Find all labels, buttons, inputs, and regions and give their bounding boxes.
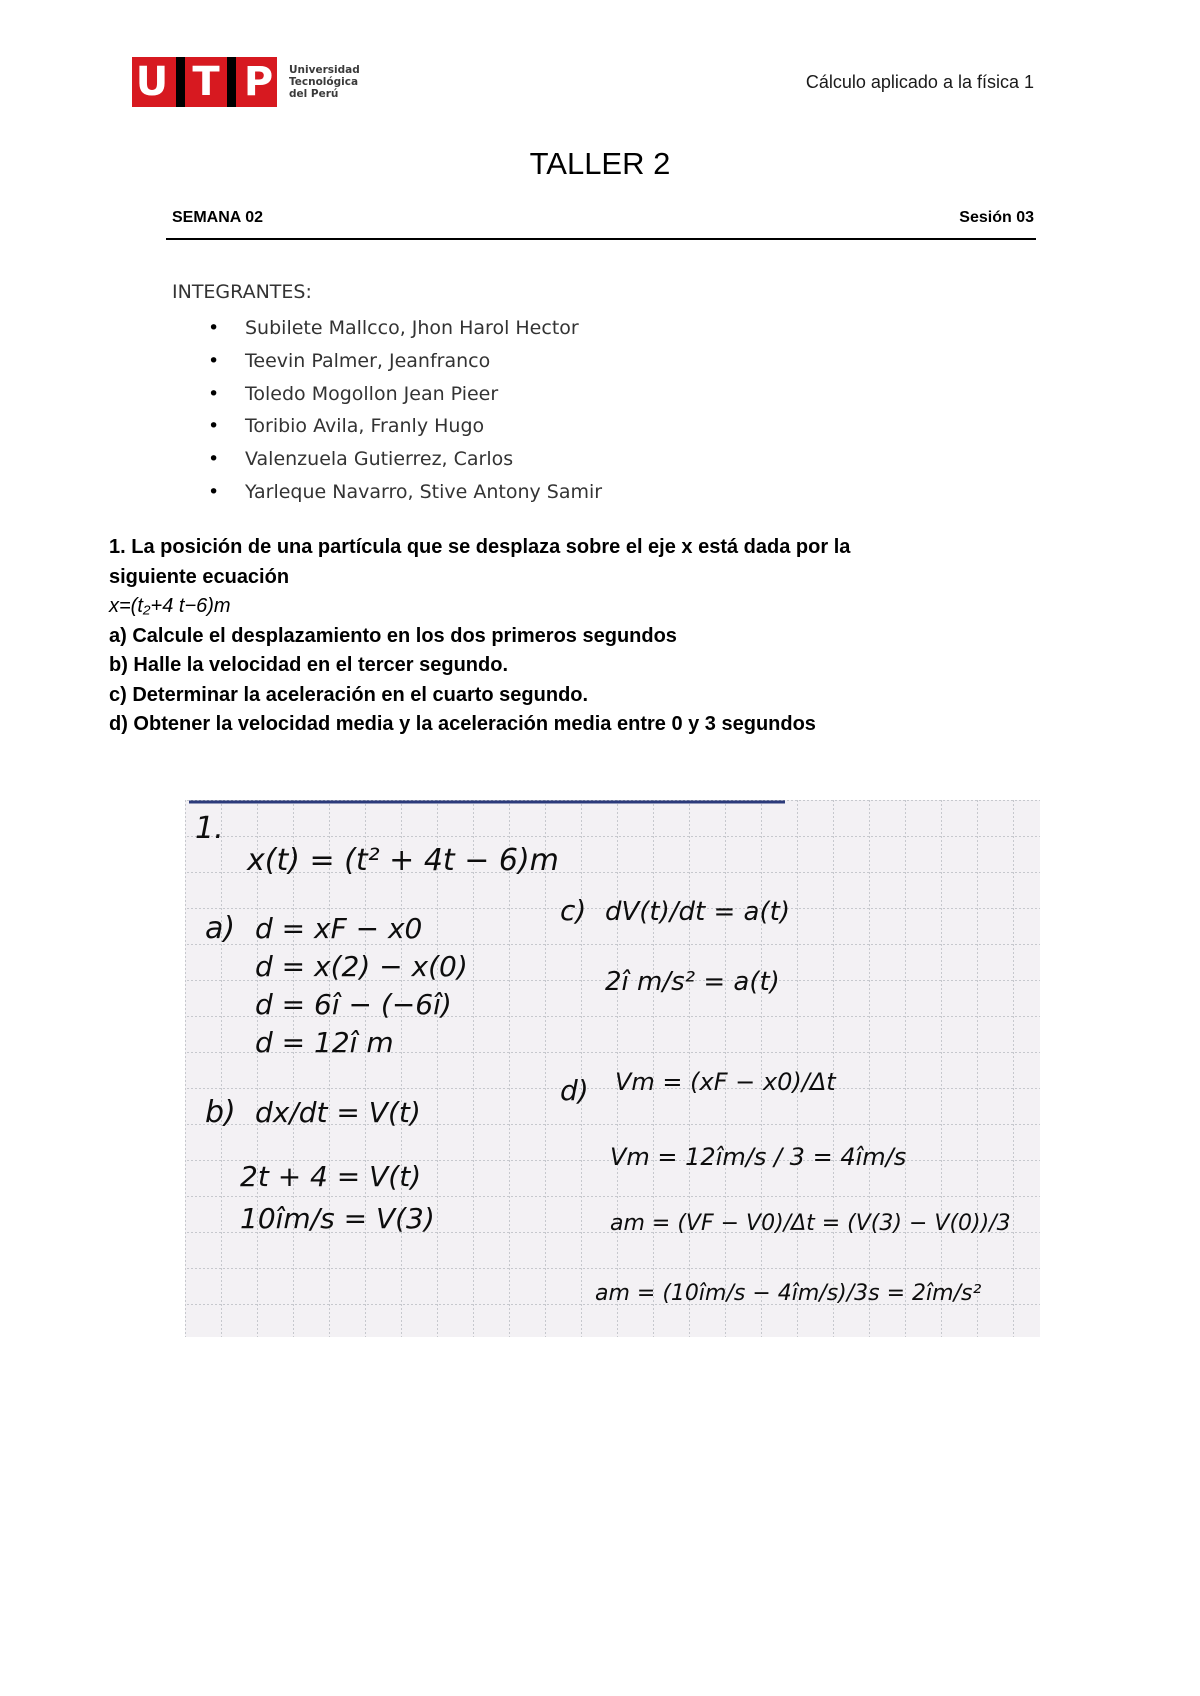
problem-equation: x=(t₂+4 t−6)m [109,595,231,617]
handwritten-solution-photo [185,800,1040,1337]
hw-part-d-line: am = (10îm/s − 4îm/s)/3s = 2îm/s² [595,1281,982,1306]
hw-number: 1. [195,811,224,846]
problem-statement [109,533,1059,740]
hw-part-b-line: 2t + 4 = V(t) [240,1160,422,1193]
logo-letter-p: P [243,59,274,105]
hw-given-equation: x(t) = (t² + 4t − 6)m [247,843,559,878]
logo-separator [227,57,236,107]
hw-part-d-label: d) [560,1074,589,1107]
member-item: • Valenzuela Gutierrez, Carlos [172,443,602,476]
utp-logo-mark [132,57,277,107]
hw-part-a-line: d = 12î m [255,1026,394,1059]
header-divider [166,238,1036,240]
university-name-line: Universidad [289,64,360,76]
hw-part-d-line: Vm = (xF − x0)/Δt [615,1068,836,1096]
logo-letter-t: T [192,59,220,105]
hw-part-d-line: Vm = 12îm/s / 3 = 4îm/s [610,1143,907,1171]
member-item: • Subilete Mallcco, Jhon Harol Hector [172,312,602,345]
members-heading: INTEGRANTES: [172,281,312,303]
member-item: • Yarleque Navarro, Stive Antony Samir [172,476,602,509]
hw-part-a-line: d = 6î − (−6î) [255,988,452,1021]
member-item: • Toribio Avila, Franly Hugo [172,410,602,443]
member-item: • Toledo Mogollon Jean Pieer [172,378,602,411]
university-name-line: del Perú [289,88,339,100]
page-title: TALLER 2 [529,146,671,181]
problem-text-line: 1. La posición de una partícula que se desplaza sobre el eje x está dada por la [109,536,851,558]
hw-part-b-line: dx/dt = V(t) [255,1096,421,1129]
hw-part-a-line: d = xF − x0 [255,912,423,945]
university-name-line: Tecnológica [289,76,359,88]
course-name: Cálculo aplicado a la física 1 [805,72,1034,92]
hw-part-b-label: b) [205,1095,236,1130]
members-list [172,312,602,509]
utp-logo [132,57,360,107]
hw-part-c-line: 2î m/s² = a(t) [605,967,780,997]
hw-part-a-line: d = x(2) − x(0) [255,950,468,983]
problem-part-d: d) Obtener la velocidad media y la aceleración media entre 0 y 3 segundos [109,713,816,735]
hw-part-a-label: a) [205,911,236,946]
week-label: SEMANA 02 [172,209,263,226]
problem-part-c: c) Determinar la aceleración en el cuarto segundo. [109,683,589,706]
problem-text-line: siguiente ecuación [109,565,290,588]
logo-letter-u: U [135,59,169,105]
hw-part-d-line: am = (VF − V0)/Δt = (V(3) − V(0))/3 [610,1211,1011,1236]
hw-part-c-line: dV(t)/dt = a(t) [605,897,790,927]
logo-separator [176,57,185,107]
hw-part-c-label: c) [560,894,587,927]
session-label: Sesión 03 [959,209,1034,226]
problem-part-b: b) Halle la velocidad en el tercer segundo. [109,654,509,676]
hw-part-b-line: 10îm/s = V(3) [240,1202,435,1235]
university-name [289,64,360,100]
member-item: • Teevin Palmer, Jeanfranco [172,345,602,378]
problem-part-a: a) Calcule el desplazamiento en los dos primeros segundos [109,624,677,647]
